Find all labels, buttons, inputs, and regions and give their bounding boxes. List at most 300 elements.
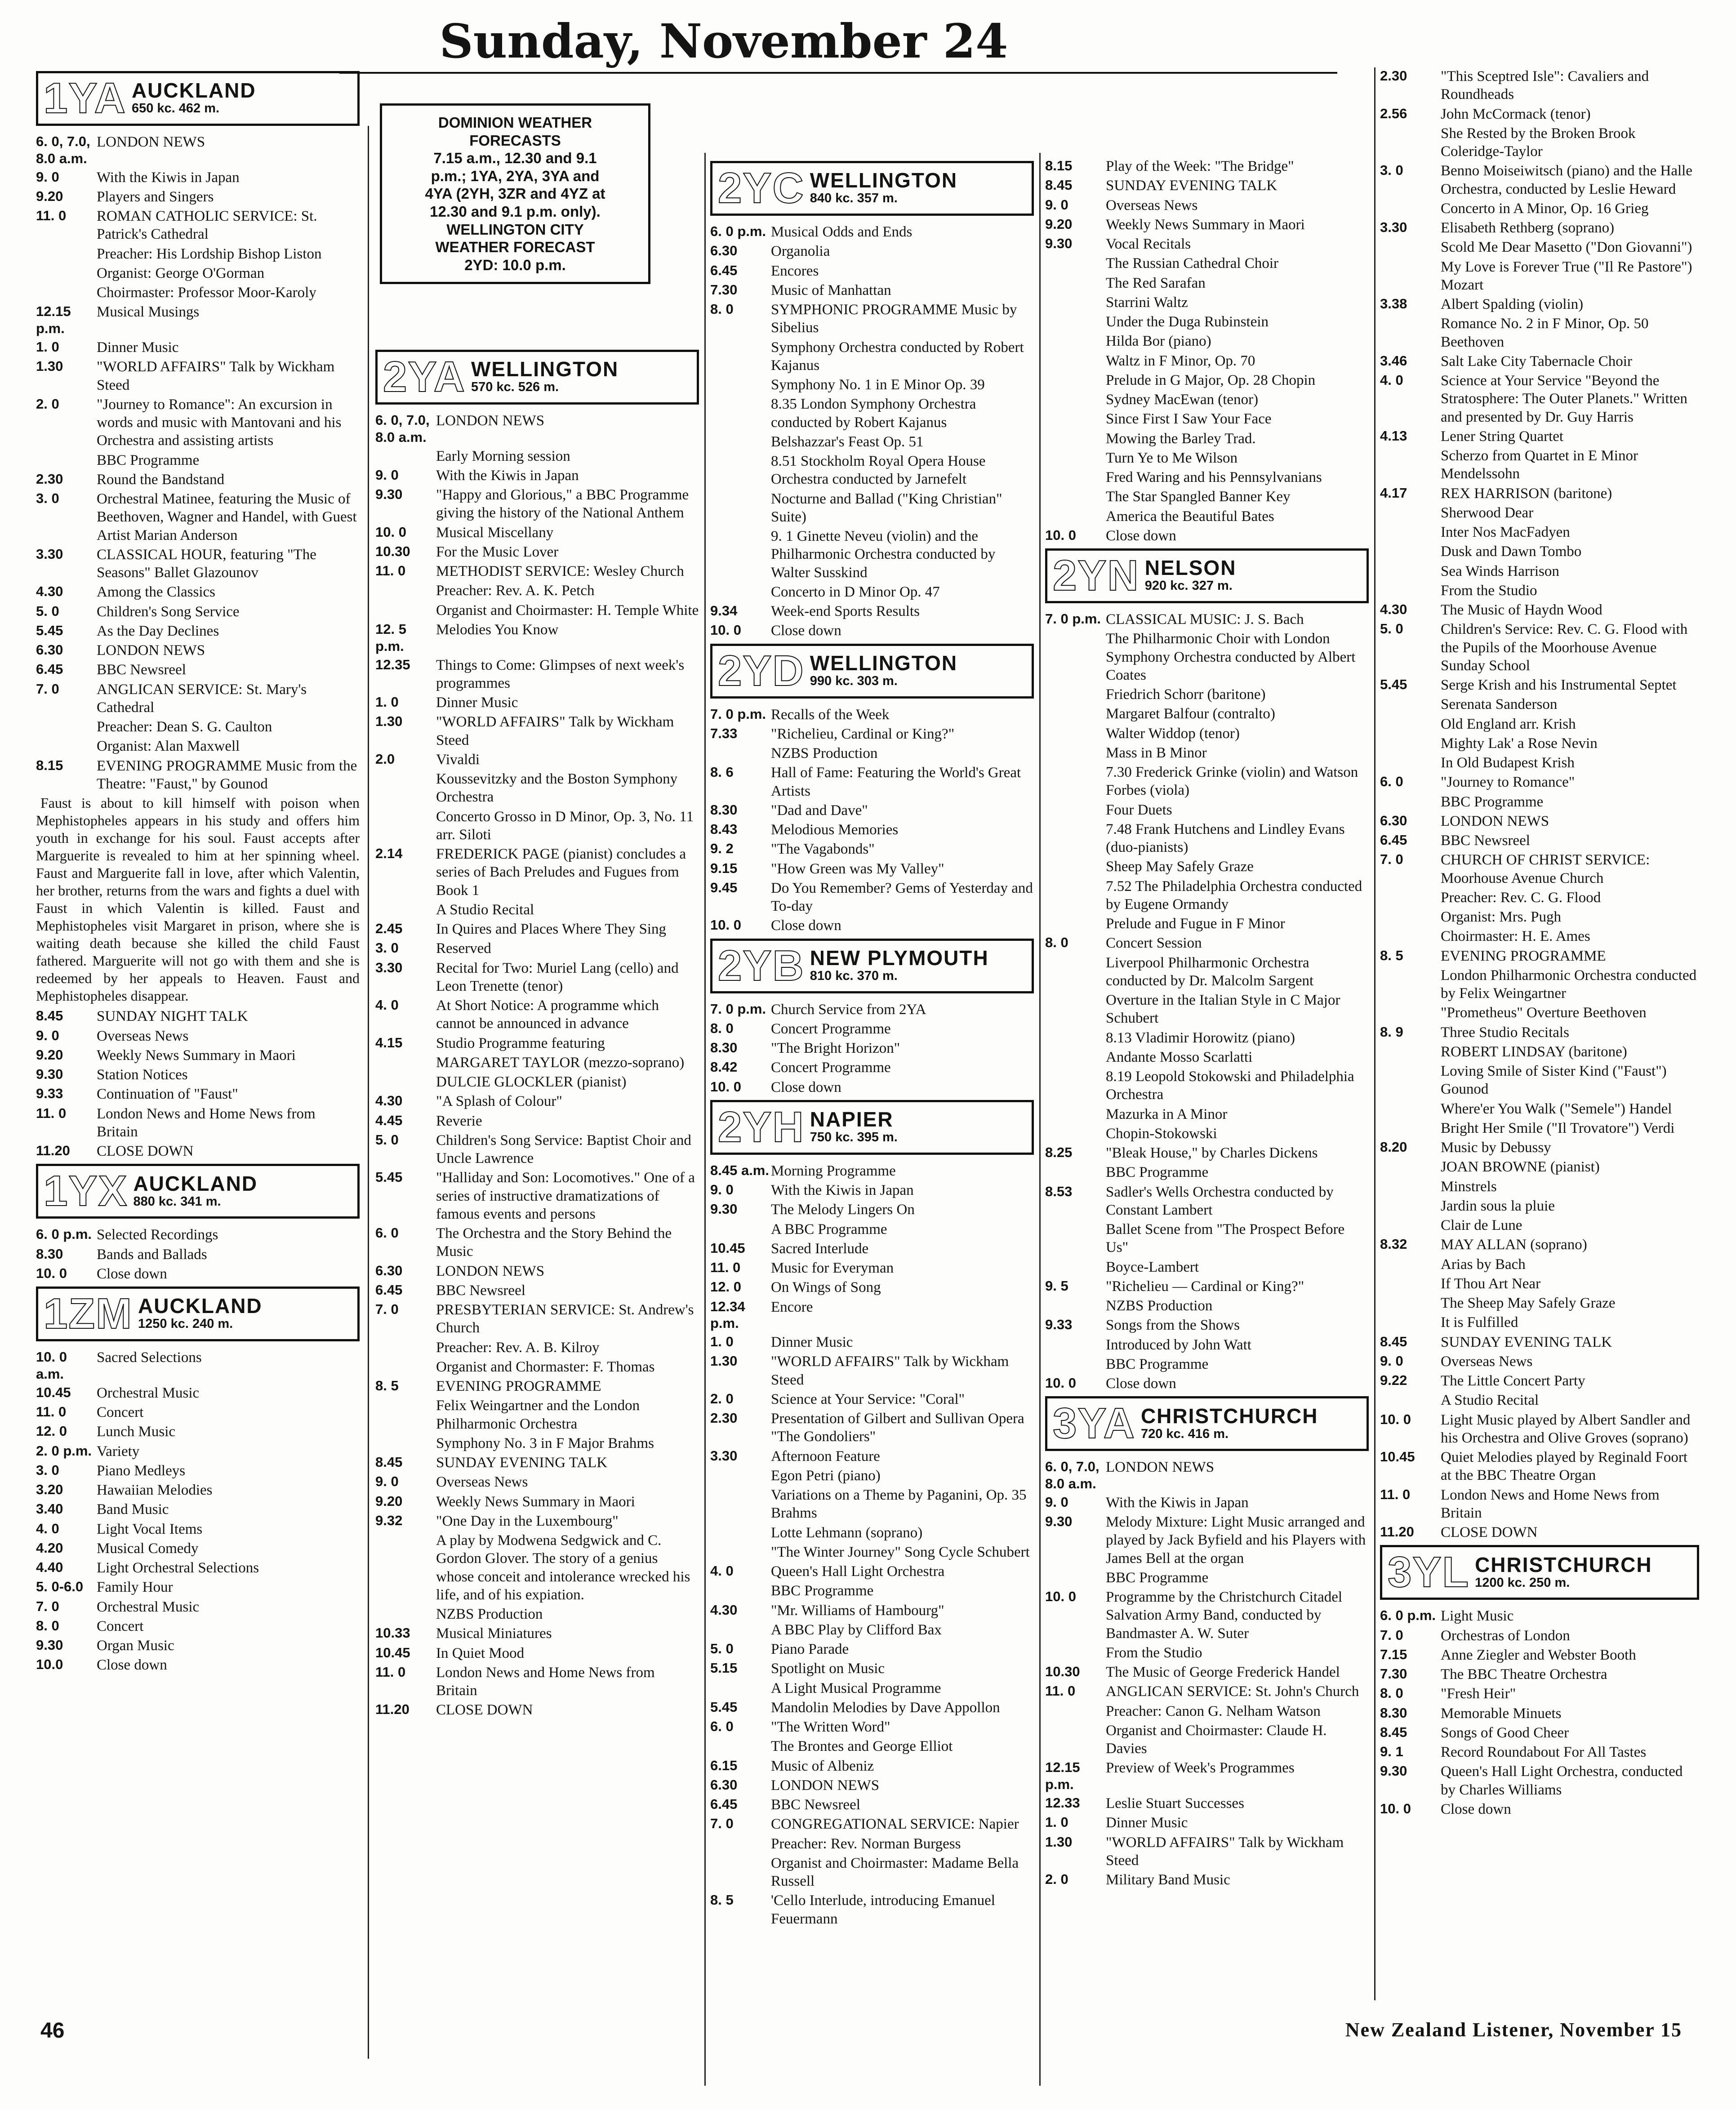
programme-time: 6. 0 p.m. (1380, 1607, 1436, 1624)
programme-title: Melody Mixture: Light Music arranged and played by Jack Byfield and his Players with James Bell at the organ (1106, 1514, 1366, 1567)
programme-time: 3.30 (375, 959, 403, 975)
programme-entry (710, 1660, 1034, 1678)
programme-title: "This Sceptred Isle": Cavaliers and Roundheads (1441, 68, 1649, 103)
programme-entry (1045, 1794, 1369, 1812)
programme-title: Four Duets (1106, 801, 1172, 818)
weather-line: 12.30 and 9.1 p.m. only). (430, 203, 601, 220)
weather-line: DOMINION WEATHER (438, 114, 592, 131)
station-logo-3ya (1045, 1396, 1369, 1451)
station-logo-2yb (710, 939, 1034, 993)
programme-title: Piano Medleys (97, 1462, 186, 1479)
programme-entry (1380, 1411, 1699, 1447)
programme-entry (36, 1142, 360, 1160)
station-frequency: 990 kc. 303 m. (810, 673, 898, 688)
programme-entry (1380, 1216, 1699, 1234)
programme-time: 8.45 a.m. (710, 1162, 769, 1178)
programme-entry (36, 757, 360, 793)
programme-entry (710, 1640, 1034, 1658)
programme-time: 5. 0 (375, 1131, 399, 1148)
programme-time (1045, 430, 1106, 448)
programme-title: Organist and Chormaster: F. Thomas (436, 1358, 655, 1375)
programme-entry (375, 1397, 699, 1433)
programme-entry (1045, 1759, 1369, 1793)
programme-entry (1380, 1294, 1699, 1312)
station-frequency: 810 kc. 370 m. (810, 968, 898, 983)
programme-title: Bands and Ballads (97, 1246, 207, 1263)
programme-entry (1045, 1644, 1369, 1662)
programme-title: BBC Programme (1441, 793, 1544, 810)
programme-title: Vivaldi (436, 751, 480, 768)
programme-entry (710, 1486, 1034, 1522)
programme-entry (710, 395, 1034, 432)
programme-title: Lunch Music (97, 1424, 176, 1440)
programme-entry (36, 1598, 360, 1616)
programme-title: Quiet Melodies played by Reginald Foort at the BBC Theatre Organ (1441, 1449, 1687, 1484)
programme-time: 3.30 (710, 1447, 738, 1464)
programme-time: 5.45 (710, 1699, 738, 1715)
programme-entry (1380, 238, 1699, 256)
programme-entry (1380, 754, 1699, 772)
programme-entry (710, 1390, 1034, 1408)
programme-time: 9. 0 (375, 1473, 399, 1490)
programme-time: 6.30 (375, 1262, 403, 1278)
programme-time: 10. 0 (1380, 1411, 1411, 1427)
programme-title: 8.35 London Symphony Orchestra conducted by Robert Kajanus (771, 396, 976, 431)
station-frequency: 1200 kc. 250 m. (1475, 1575, 1570, 1590)
programme-title: Sheep May Safely Graze (1106, 859, 1254, 875)
programme-title: DULCIE GLOCKLER (pianist) (436, 1074, 627, 1090)
programme-title: "Bleak House," by Charles Dickens (1106, 1145, 1318, 1161)
station-frequency: 750 kc. 395 m. (810, 1130, 898, 1145)
programme-entry (710, 301, 1034, 337)
programme-title: Ballet Scene from "The Prospect Before Us" (1106, 1221, 1345, 1256)
programme-entry (710, 1757, 1034, 1775)
programme-time: 2.45 (375, 921, 403, 936)
programme-title: Mighty Lak' a Rose Nevin (1441, 735, 1598, 752)
programme-time: 9.30 (36, 1637, 63, 1653)
programme-time: 6.30 (710, 1776, 738, 1793)
programme-time: 4.45 (375, 1112, 403, 1128)
programme-title: "WORLD AFFAIRS" Talk by Wickham Steed (97, 359, 335, 393)
programme-time (1380, 543, 1441, 561)
programme-title: Andante Mosso Scarlatti (1106, 1049, 1253, 1065)
programme-title: Elisabeth Rethberg (soprano) (1441, 220, 1615, 236)
programme-title: Reverie (436, 1113, 482, 1129)
programme-title: The Music of Haydn Wood (1441, 602, 1602, 618)
programme-time (36, 284, 97, 302)
programme-entry (710, 433, 1034, 451)
programme-title: "WORLD AFFAIRS" Talk by Wickham Steed (1106, 1834, 1344, 1869)
programme-time (710, 376, 771, 394)
programme-entry (1045, 1144, 1369, 1162)
programme-time: 11.20 (36, 1143, 70, 1159)
programme-title: ROMAN CATHOLIC SERVICE: St. Patrick's Cathedral (97, 208, 317, 243)
programme-entry (1380, 1391, 1699, 1409)
programme-entry (710, 744, 1034, 762)
programme-title: Boyce-Lambert (1106, 1259, 1199, 1275)
programme-entry (36, 546, 360, 582)
programme-time: 9.30 (375, 486, 403, 503)
programme-time: 4.30 (1380, 601, 1407, 617)
programme-title: 9. 1 Ginette Neveu (violin) and the Philharmonic Orchestra conducted by Walter Susskind (771, 528, 996, 581)
programme-entry (36, 718, 360, 736)
station-frequency: 920 kc. 327 m. (1144, 579, 1233, 593)
programme-time (1045, 294, 1106, 312)
programme-title: Weekly News Summary in Maori (1106, 216, 1305, 233)
programme-time: 6. 0 (1380, 774, 1403, 790)
programme-time: 1.30 (375, 713, 403, 730)
station-logo-2ya (375, 350, 699, 405)
programme-title: With the Kiwis in Japan (97, 169, 240, 186)
programme-title: Egon Petri (piano) (771, 1467, 881, 1484)
programme-time: 8.30 (710, 1040, 738, 1055)
programme-entry (36, 169, 360, 187)
programme-title: Three Studio Recitals (1441, 1024, 1569, 1041)
programme-time: 12. 0 (36, 1423, 67, 1439)
programme-time: 6.45 (1380, 832, 1407, 848)
weather-line: FORECASTS (469, 132, 561, 149)
station-frequency: 1250 kc. 240 m. (138, 1317, 233, 1331)
programme-title: Turn Ye to Me Wilson (1106, 450, 1238, 466)
programme-time (375, 1531, 436, 1604)
programme-title: Mass in B Minor (1106, 744, 1207, 761)
programme-title: Round the Bandstand (97, 471, 225, 488)
programme-entry (375, 1034, 699, 1052)
station-call-sign: 2YD (718, 646, 805, 695)
programme-entry (36, 737, 360, 755)
programme-entry (710, 1201, 1034, 1219)
programme-time: 6.15 (710, 1757, 738, 1773)
programme-time (1045, 254, 1106, 272)
programme-time: 10. 0 (1045, 1589, 1076, 1605)
programme-entry (1045, 1048, 1369, 1066)
programme-entry (1380, 125, 1699, 161)
programme-time: 8. 9 (1380, 1024, 1403, 1040)
programme-time: 2.14 (375, 846, 403, 861)
programme-title: Albert Spalding (violin) (1441, 296, 1584, 312)
programme-entry (1045, 391, 1369, 409)
programme-time (1380, 258, 1441, 294)
programme-entry (375, 939, 699, 957)
programme-title: London Philharmonic Orchestra conducted by Felix Weingartner (1441, 967, 1697, 1002)
programme-time: 9.45 (710, 879, 738, 895)
programme-time (1380, 908, 1441, 926)
programme-title: Clair de Lune (1441, 1217, 1522, 1233)
programme-time (1045, 332, 1106, 350)
programme-time: 8.30 (1380, 1705, 1407, 1721)
programme-time (375, 1397, 436, 1433)
programme-time: 7. 0 p.m. (1045, 611, 1101, 627)
programme-time: 9.30 (1380, 1763, 1407, 1779)
programme-entry (710, 223, 1034, 241)
programme-title: "Mr. Williams of Hambourg" (771, 1602, 944, 1619)
programme-time (710, 1737, 771, 1755)
programme-time: 9. 0 (1380, 1353, 1403, 1369)
programme-title: Lotte Lehmann (soprano) (771, 1524, 923, 1541)
programme-time (710, 395, 771, 432)
programme-title: The Music of George Frederick Handel (1106, 1664, 1340, 1681)
programme-time: 4.17 (1380, 485, 1407, 501)
programme-title: EVENING PROGRAMME Music from the Theatre: "Faust," by Gounod (97, 757, 357, 792)
programme-title: Loving Smile of Sister Kind ("Faust") Gounod (1441, 1063, 1667, 1098)
programme-entry (1380, 582, 1699, 600)
programme-time: 6.45 (36, 661, 63, 677)
programme-title: Variations on a Theme by Paganini, Op. 35 Brahms (771, 1487, 1027, 1522)
programme-entry (375, 1664, 699, 1700)
schedule-1yx (36, 1226, 360, 1283)
programme-time (1045, 1722, 1106, 1758)
programme-title: Close down (1106, 1376, 1176, 1392)
programme-entry (1045, 177, 1369, 195)
programme-entry (1045, 686, 1369, 703)
programme-title: "Journey to Romance" (1441, 774, 1575, 791)
programme-title: Sydney MacEwan (tenor) (1106, 392, 1259, 408)
programme-time (710, 1524, 771, 1542)
programme-title: Preacher: His Lordship Bishop Liston (97, 245, 322, 262)
programme-entry (36, 284, 360, 302)
programme-entry (36, 1384, 360, 1402)
schedule-2yh-continued (1045, 157, 1369, 545)
programme-entry (1380, 200, 1699, 218)
programme-title: Mandolin Melodies by Dave Appollon (771, 1699, 1000, 1716)
programme-time: 11. 0 (36, 1404, 67, 1420)
programme-time (1380, 200, 1441, 218)
programme-entry (1380, 1236, 1699, 1254)
programme-title: Minstrels (1441, 1178, 1497, 1195)
programme-time: 8. 5 (1380, 947, 1403, 963)
programme-time (710, 490, 771, 526)
programme-time: 9.20 (36, 188, 63, 204)
programme-title: Serenata Sanderson (1441, 696, 1558, 713)
programme-entry (375, 656, 699, 693)
station-call-sign: 2YB (718, 941, 805, 990)
programme-time: 9. 0 (710, 1182, 734, 1197)
programme-time (1045, 1644, 1106, 1662)
programme-entry (36, 264, 360, 282)
programme-time: 10. 0 (1380, 1800, 1411, 1816)
programme-title: CONGREGATIONAL SERVICE: Napier (771, 1816, 1019, 1833)
programme-time (1045, 1569, 1106, 1587)
programme-entry (710, 1059, 1034, 1077)
programme-entry (710, 879, 1034, 916)
programme-time (375, 1358, 436, 1376)
programme-time (1045, 1048, 1106, 1066)
programme-title: Among the Classics (97, 584, 215, 601)
programme-entry (36, 583, 360, 601)
programme-title: Weekly News Summary in Maori (97, 1047, 296, 1064)
programme-entry (1380, 1372, 1699, 1390)
programme-title: NZBS Production (1106, 1298, 1213, 1314)
programme-title: Felix Weingartner and the London Philharmonic Orchestra (436, 1398, 640, 1432)
programme-entry (1045, 763, 1369, 800)
programme-title: Selected Recordings (97, 1227, 218, 1243)
programme-title: The Orchestra and the Story Behind the Music (436, 1225, 672, 1260)
programme-time: 7. 0 (375, 1301, 399, 1317)
programme-entry (36, 1423, 360, 1441)
programme-entry (1380, 1275, 1699, 1293)
programme-entry (375, 1054, 699, 1072)
programme-entry (1045, 507, 1369, 525)
programme-title: Record Roundabout For All Tastes (1441, 1744, 1647, 1760)
programme-time (1380, 1119, 1441, 1137)
programme-title: EVENING PROGRAMME (1441, 948, 1606, 964)
programme-time (1045, 877, 1106, 914)
programme-entry (375, 1454, 699, 1472)
programme-title: Organist and Choirmaster: Claude H. Davies (1106, 1722, 1327, 1757)
programme-time: 12.15 p.m. (36, 303, 71, 337)
programme-title: REX HARRISON (baritone) (1441, 485, 1612, 502)
programme-title: Symphony No. 3 in F Major Brahms (436, 1435, 654, 1451)
programme-entry (1380, 1178, 1699, 1196)
programme-time (1045, 1336, 1106, 1354)
programme-entry (375, 1301, 699, 1337)
programme-entry (375, 1262, 699, 1280)
programme-time (375, 1339, 436, 1357)
programme-entry (1045, 468, 1369, 486)
programme-entry (710, 840, 1034, 858)
programme-entry (1045, 1722, 1369, 1758)
programme-title: Morning Programme (771, 1162, 896, 1179)
programme-time: 12.15 p.m. (1045, 1759, 1080, 1793)
programme-entry (710, 376, 1034, 394)
programme-entry (36, 1349, 360, 1383)
programme-entry (36, 303, 360, 337)
programme-time: 3.38 (1380, 296, 1407, 312)
programme-time: 6. 0 p.m. (710, 223, 766, 239)
programme-time: 10. 0 (36, 1265, 67, 1281)
schedule-3ya (1045, 1458, 1369, 1889)
programme-title: The Philharmonic Choir with London Symphony Orchestra conducted by Albert Coates (1106, 631, 1356, 683)
programme-title: Hawaiian Melodies (97, 1482, 213, 1498)
programme-title: Old England arr. Krish (1441, 716, 1576, 732)
programme-time: 11. 0 (1380, 1486, 1411, 1502)
programme-entry (1380, 447, 1699, 483)
programme-time: 7.30 (1380, 1666, 1407, 1682)
station-logo-1ya (36, 71, 360, 126)
programme-entry (710, 1679, 1034, 1697)
programme-entry (1380, 695, 1699, 713)
programme-entry (36, 1559, 360, 1577)
programme-time (1045, 686, 1106, 703)
station-city: NELSON (1144, 556, 1237, 580)
programme-title: Songs from the Shows (1106, 1317, 1240, 1334)
programme-entry (1380, 1197, 1699, 1215)
schedule-2yh (710, 1162, 1034, 1928)
programme-time (375, 1073, 436, 1091)
station-city: NAPIER (810, 1108, 894, 1131)
programme-time (1380, 695, 1441, 713)
programme-title: Close down (1441, 1801, 1511, 1817)
programme-title: Serge Krish and his Instrumental Septet (1441, 677, 1677, 693)
programme-time: 11.20 (375, 1701, 410, 1718)
programme-title: Presentation of Gilbert and Sullivan Opera "The Gondoliers" (771, 1411, 1024, 1445)
programme-entry (710, 1815, 1034, 1833)
programme-title: BBC Programme (1106, 1356, 1209, 1372)
programme-time: 3. 0 (36, 490, 59, 506)
programme-time: 8.15 (36, 757, 63, 773)
programme-entry (375, 1531, 699, 1604)
programme-title: CLOSE DOWN (436, 1702, 533, 1718)
programme-entry (36, 681, 360, 717)
programme-time (1380, 889, 1441, 907)
programme-entry (1380, 715, 1699, 733)
programme-time: 9.20 (1045, 216, 1073, 232)
programme-title: Musical Odds and Ends (771, 224, 913, 240)
programme-title: Orchestral Music (97, 1384, 200, 1401)
programme-title: America the Beautiful Bates (1106, 508, 1274, 525)
programme-time: 2.56 (1380, 105, 1407, 121)
programme-entry (710, 1298, 1034, 1332)
programme-entry (1045, 705, 1369, 723)
programme-entry (375, 1512, 699, 1530)
programme-time: 1.30 (36, 358, 63, 374)
programme-entry (710, 1892, 1034, 1928)
programme-time: 11.20 (1380, 1524, 1414, 1540)
programme-title: Close down (97, 1265, 167, 1282)
programme-time (1045, 1258, 1106, 1276)
programme-time: 9.20 (375, 1493, 403, 1509)
programme-time: 2.0 (375, 751, 395, 767)
programme-time (1380, 1294, 1441, 1312)
programme-entry (1380, 352, 1699, 370)
programme-entry (710, 1718, 1034, 1736)
programme-time: 4.13 (1380, 427, 1407, 444)
programme-time: 8. 0 (710, 1020, 734, 1036)
programme-title: "WORLD AFFAIRS" Talk by Wickham Steed (771, 1353, 1009, 1388)
page-title: Sunday, November 24 (439, 13, 1008, 69)
programme-entry (1045, 371, 1369, 389)
programme-time: 10. 0 (710, 1078, 741, 1095)
programme-title: Overseas News (1441, 1353, 1533, 1370)
programme-entry (375, 621, 699, 655)
programme-time: 5.45 (375, 1169, 403, 1185)
programme-entry (1380, 543, 1699, 561)
programme-entry (36, 1105, 360, 1141)
programme-title: Organist and Choirmaster: Madame Bella Russell (771, 1855, 1019, 1890)
programme-title: Songs of Good Cheer (1441, 1724, 1569, 1741)
programme-title: Mowing the Barley Trad. (1106, 430, 1256, 447)
programme-entry (710, 1699, 1034, 1717)
programme-time (375, 601, 436, 619)
programme-title: ANGLICAN SERVICE: St. Mary's Cathedral (97, 681, 307, 716)
programme-time: 8. 0 (1045, 935, 1068, 951)
programme-title: Organist: Alan Maxwell (97, 738, 240, 755)
programme-entry (710, 490, 1034, 526)
programme-time: 2. 0 (710, 1390, 734, 1407)
page-number: 46 (40, 2019, 65, 2043)
programme-time (1380, 1043, 1441, 1061)
programme-time (375, 447, 436, 465)
programme-time (1045, 954, 1106, 990)
programme-entry (1045, 1258, 1369, 1276)
programme-title: SYMPHONIC PROGRAMME Music by Sibelius (771, 302, 1017, 336)
programme-time: 9.33 (36, 1086, 63, 1102)
programme-time: 10. 0 (375, 524, 406, 540)
programme-title: Continuation of "Faust" (97, 1086, 238, 1103)
programme-title: "Happy and Glorious," a BBC Programme giving the history of the National Anthem (436, 487, 689, 521)
weather-line: 4YA (2YH, 3ZR and 4YZ at (425, 185, 605, 202)
programme-time (710, 1543, 771, 1561)
programme-title: Orchestral Matinee, featuring the Music of Beethoven, Wagner and Handel, with Guest Artist Marian Anderson (97, 491, 357, 543)
programme-time: 9. 0 (375, 467, 399, 483)
programme-time (375, 808, 436, 844)
programme-title: Starrini Waltz (1106, 294, 1188, 311)
programme-title: Sea Winds Harrison (1441, 563, 1559, 579)
programme-title: Do You Remember? Gems of Yesterday and To-day (771, 880, 1033, 914)
programme-title: For the Music Lover (436, 543, 559, 560)
programme-title: Light Music (1441, 1608, 1514, 1625)
programme-entry (36, 1617, 360, 1635)
